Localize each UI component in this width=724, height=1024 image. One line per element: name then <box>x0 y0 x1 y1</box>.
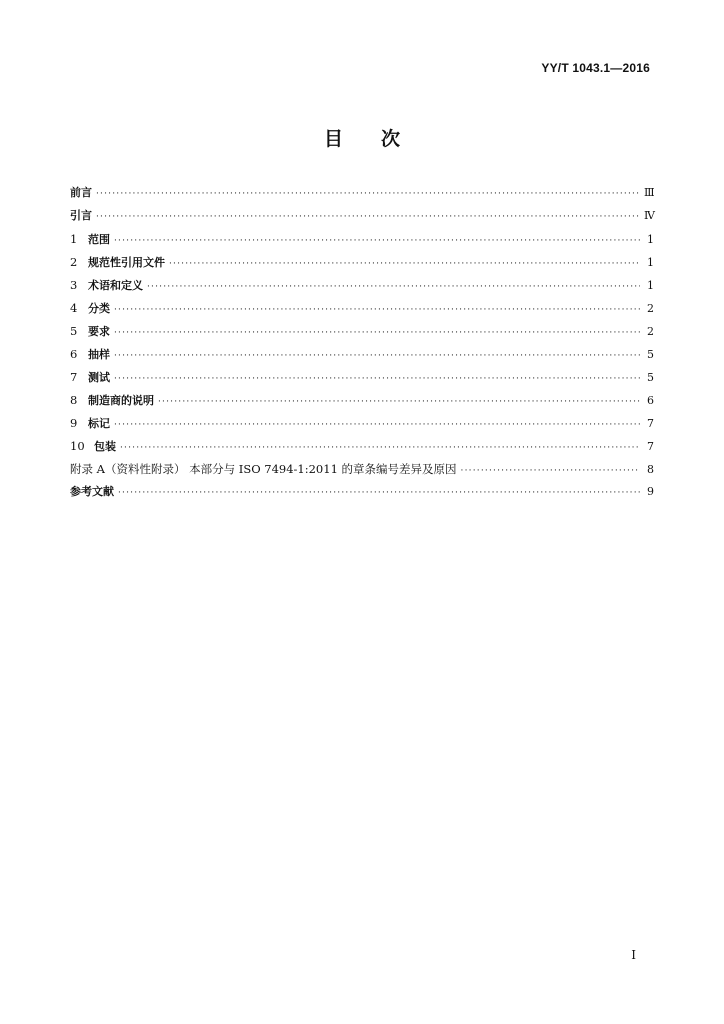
toc-entry-page: 1 <box>647 279 654 292</box>
toc-entry-page: 1 <box>647 256 654 269</box>
toc-entry-introduction[interactable] <box>70 209 654 232</box>
toc-entry-number: 2 <box>70 255 78 269</box>
toc-entry-page: Ⅲ <box>644 186 655 199</box>
toc-entry-scope[interactable] <box>70 232 654 255</box>
toc-leader-dots <box>114 349 640 363</box>
toc-entry-label: 制造商的说明 <box>88 394 154 407</box>
toc-entry-marking[interactable] <box>70 416 654 439</box>
toc-entry-label: 标记 <box>88 417 110 430</box>
toc-leader-dots <box>114 326 640 340</box>
toc-entry-terms-definitions[interactable] <box>70 278 654 301</box>
toc-entry-number: 8 <box>70 393 78 407</box>
toc-entry-manufacturer-instructions[interactable] <box>70 393 654 416</box>
toc-leader-dots <box>158 395 640 409</box>
page-number: I <box>631 948 636 962</box>
toc-entry-page: Ⅳ <box>644 209 655 222</box>
toc-entry-number: 1 <box>70 232 78 246</box>
toc-leader-dots <box>114 372 640 386</box>
toc-entry-number: 3 <box>70 278 78 292</box>
toc-entry-label: 抽样 <box>88 348 110 361</box>
toc-entry-number: 7 <box>70 370 78 384</box>
toc-leader-dots <box>96 187 640 201</box>
toc-leader-dots <box>120 441 640 455</box>
toc-entry-page: 7 <box>647 417 654 430</box>
toc-entry-page: 2 <box>647 325 654 338</box>
toc-leader-dots <box>96 210 640 224</box>
toc-entry-number: 4 <box>70 301 78 315</box>
toc-entry-page: 6 <box>647 394 654 407</box>
toc-entry-packaging[interactable] <box>70 439 654 462</box>
toc-entry-number: 9 <box>70 416 78 430</box>
toc-entry-foreword[interactable] <box>70 186 654 209</box>
toc-leader-dots <box>118 486 640 500</box>
toc-entry-page: 2 <box>647 302 654 315</box>
toc-entry-label: 分类 <box>88 302 110 315</box>
toc-entry-sampling[interactable] <box>70 347 654 370</box>
toc-entry-page: 7 <box>647 440 654 453</box>
toc-entry-label: 引言 <box>70 209 92 222</box>
toc-entry-bibliography[interactable] <box>70 485 654 508</box>
toc-entry-classification[interactable] <box>70 301 654 324</box>
toc-entry-label: 参考文献 <box>70 485 114 498</box>
toc-entry-normative-references[interactable] <box>70 255 654 278</box>
toc-entry-label: 要求 <box>88 325 110 338</box>
toc-entry-page: 8 <box>647 463 654 476</box>
toc-entry-number: 5 <box>70 324 78 338</box>
toc-entry-label: 包装 <box>94 440 116 453</box>
toc-entry-annex-a[interactable] <box>70 462 654 485</box>
toc-entry-number: 10 <box>70 439 85 453</box>
toc-entry-page: 5 <box>647 371 654 384</box>
toc-entry-label: 规范性引用文件 <box>88 256 165 269</box>
document-code: YY/T 1043.1—2016 <box>541 61 650 75</box>
toc-leader-dots <box>169 257 640 271</box>
page-title: 目次 <box>323 128 438 150</box>
toc-leader-dots <box>114 234 640 248</box>
toc-entry-page: 5 <box>647 348 654 361</box>
toc-leader-dots <box>461 464 640 478</box>
toc-entry-label: 测试 <box>88 371 110 384</box>
toc-entry-label: 前言 <box>70 186 92 199</box>
toc-entry-page: 1 <box>647 233 654 246</box>
toc-leader-dots <box>114 303 640 317</box>
toc-entry-requirements[interactable] <box>70 324 654 347</box>
toc-entry-label: 附录 A（资料性附录） 本部分与 ISO 7494-1:2011 的章条编号差异及原因 <box>70 462 457 476</box>
toc-leader-dots <box>147 280 640 294</box>
table-of-contents <box>70 186 654 508</box>
toc-entry-label: 术语和定义 <box>88 279 143 292</box>
toc-leader-dots <box>114 418 640 432</box>
toc-entry-number: 6 <box>70 347 78 361</box>
toc-entry-page: 9 <box>647 485 654 498</box>
toc-entry-testing[interactable] <box>70 370 654 393</box>
toc-entry-label: 范围 <box>88 233 110 246</box>
